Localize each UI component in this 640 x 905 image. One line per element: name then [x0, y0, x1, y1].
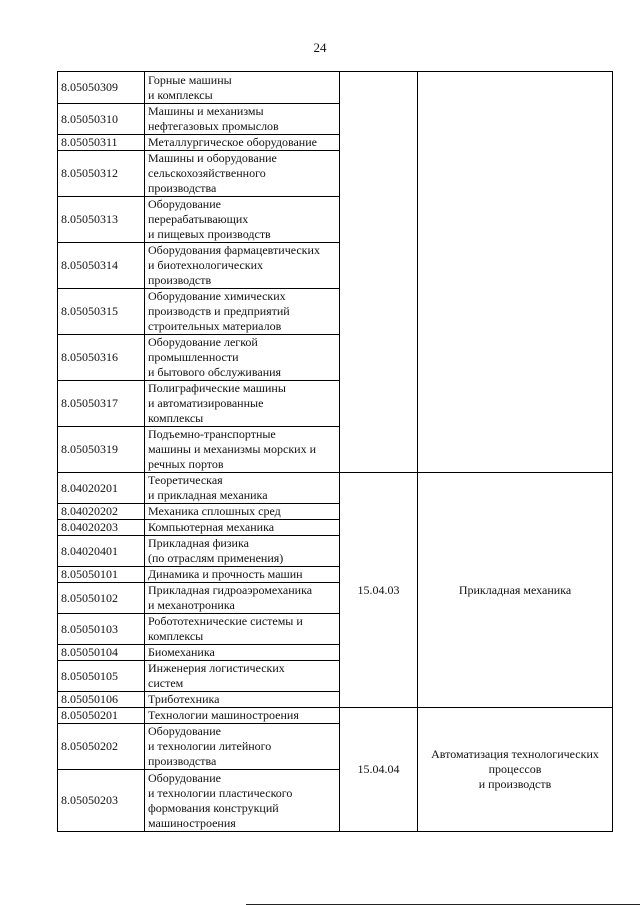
row-name: Динамика и прочность машин [145, 567, 340, 583]
row-name: Теоретическая и прикладная механика [145, 473, 340, 504]
group-name: Прикладная механика [418, 473, 613, 708]
row-name: Инженерия логистических систем [145, 661, 340, 692]
row-name: Триботехника [145, 692, 340, 708]
row-name: Биомеханика [145, 645, 340, 661]
row-code: 8.05050311 [58, 135, 145, 151]
table-row [58, 708, 613, 724]
row-name: Подъемно-транспортные машины и механизмы морских и речных портов [145, 427, 340, 473]
row-name: Прикладная физика (по отраслям применения) [145, 536, 340, 567]
row-code: 8.05050315 [58, 289, 145, 335]
row-code: 8.05050310 [58, 104, 145, 135]
page-number: 24 [313, 40, 327, 55]
row-code: 8.04020202 [58, 504, 145, 520]
row-name: Машины и механизмы нефтегазовых промыслов [145, 104, 340, 135]
row-name: Оборудование легкой промышленности и бытового обслуживания [145, 335, 340, 381]
row-name: Горные машины и комплексы [145, 72, 340, 104]
row-name: Компьютерная механика [145, 520, 340, 536]
row-code: 8.05050202 [58, 724, 145, 770]
row-code: 8.05050319 [58, 427, 145, 473]
group-name [418, 72, 613, 473]
row-name: Оборудование и технологии пластического формования конструкций машиностроения [145, 770, 340, 832]
group-code [340, 72, 418, 473]
group-code: 15.04.03 [340, 473, 418, 708]
row-code: 8.05050101 [58, 567, 145, 583]
row-code: 8.05050104 [58, 645, 145, 661]
row-code: 8.05050317 [58, 381, 145, 427]
row-code: 8.05050312 [58, 151, 145, 197]
row-code: 8.05050102 [58, 583, 145, 614]
row-name: Оборудование и технологии литейного производства [145, 724, 340, 770]
row-name: Металлургическое оборудование [145, 135, 340, 151]
table-row [58, 473, 613, 504]
row-code: 8.05050309 [58, 72, 145, 104]
group-code: 15.04.04 [340, 708, 418, 832]
row-name: Оборудование перерабатывающих и пищевых производств [145, 197, 340, 243]
row-name: Машины и оборудование сельскохозяйственного производства [145, 151, 340, 197]
specialties-table [57, 71, 613, 832]
row-code: 8.05050105 [58, 661, 145, 692]
row-name: Полиграфические машины и автоматизированные комплексы [145, 381, 340, 427]
row-code: 8.04020201 [58, 473, 145, 504]
row-code: 8.05050316 [58, 335, 145, 381]
row-code: 8.05050314 [58, 243, 145, 289]
group-name: Автоматизация технологических процессов и производств [418, 708, 613, 832]
row-name: Робототехнические системы и комплексы [145, 614, 340, 645]
row-name: Механика сплошных сред [145, 504, 340, 520]
row-name: Технологии машиностроения [145, 708, 340, 724]
row-code: 8.05050103 [58, 614, 145, 645]
row-code: 8.04020203 [58, 520, 145, 536]
row-name: Оборудования фармацевтических и биотехнологических производств [145, 243, 340, 289]
row-code: 8.05050201 [58, 708, 145, 724]
row-name: Оборудование химических производств и предприятий строительных материалов [145, 289, 340, 335]
row-code: 8.04020401 [58, 536, 145, 567]
row-code: 8.05050106 [58, 692, 145, 708]
row-code: 8.05050203 [58, 770, 145, 832]
table-row [58, 72, 613, 104]
row-code: 8.05050313 [58, 197, 145, 243]
row-name: Прикладная гидроаэромеханика и механотроника [145, 583, 340, 614]
